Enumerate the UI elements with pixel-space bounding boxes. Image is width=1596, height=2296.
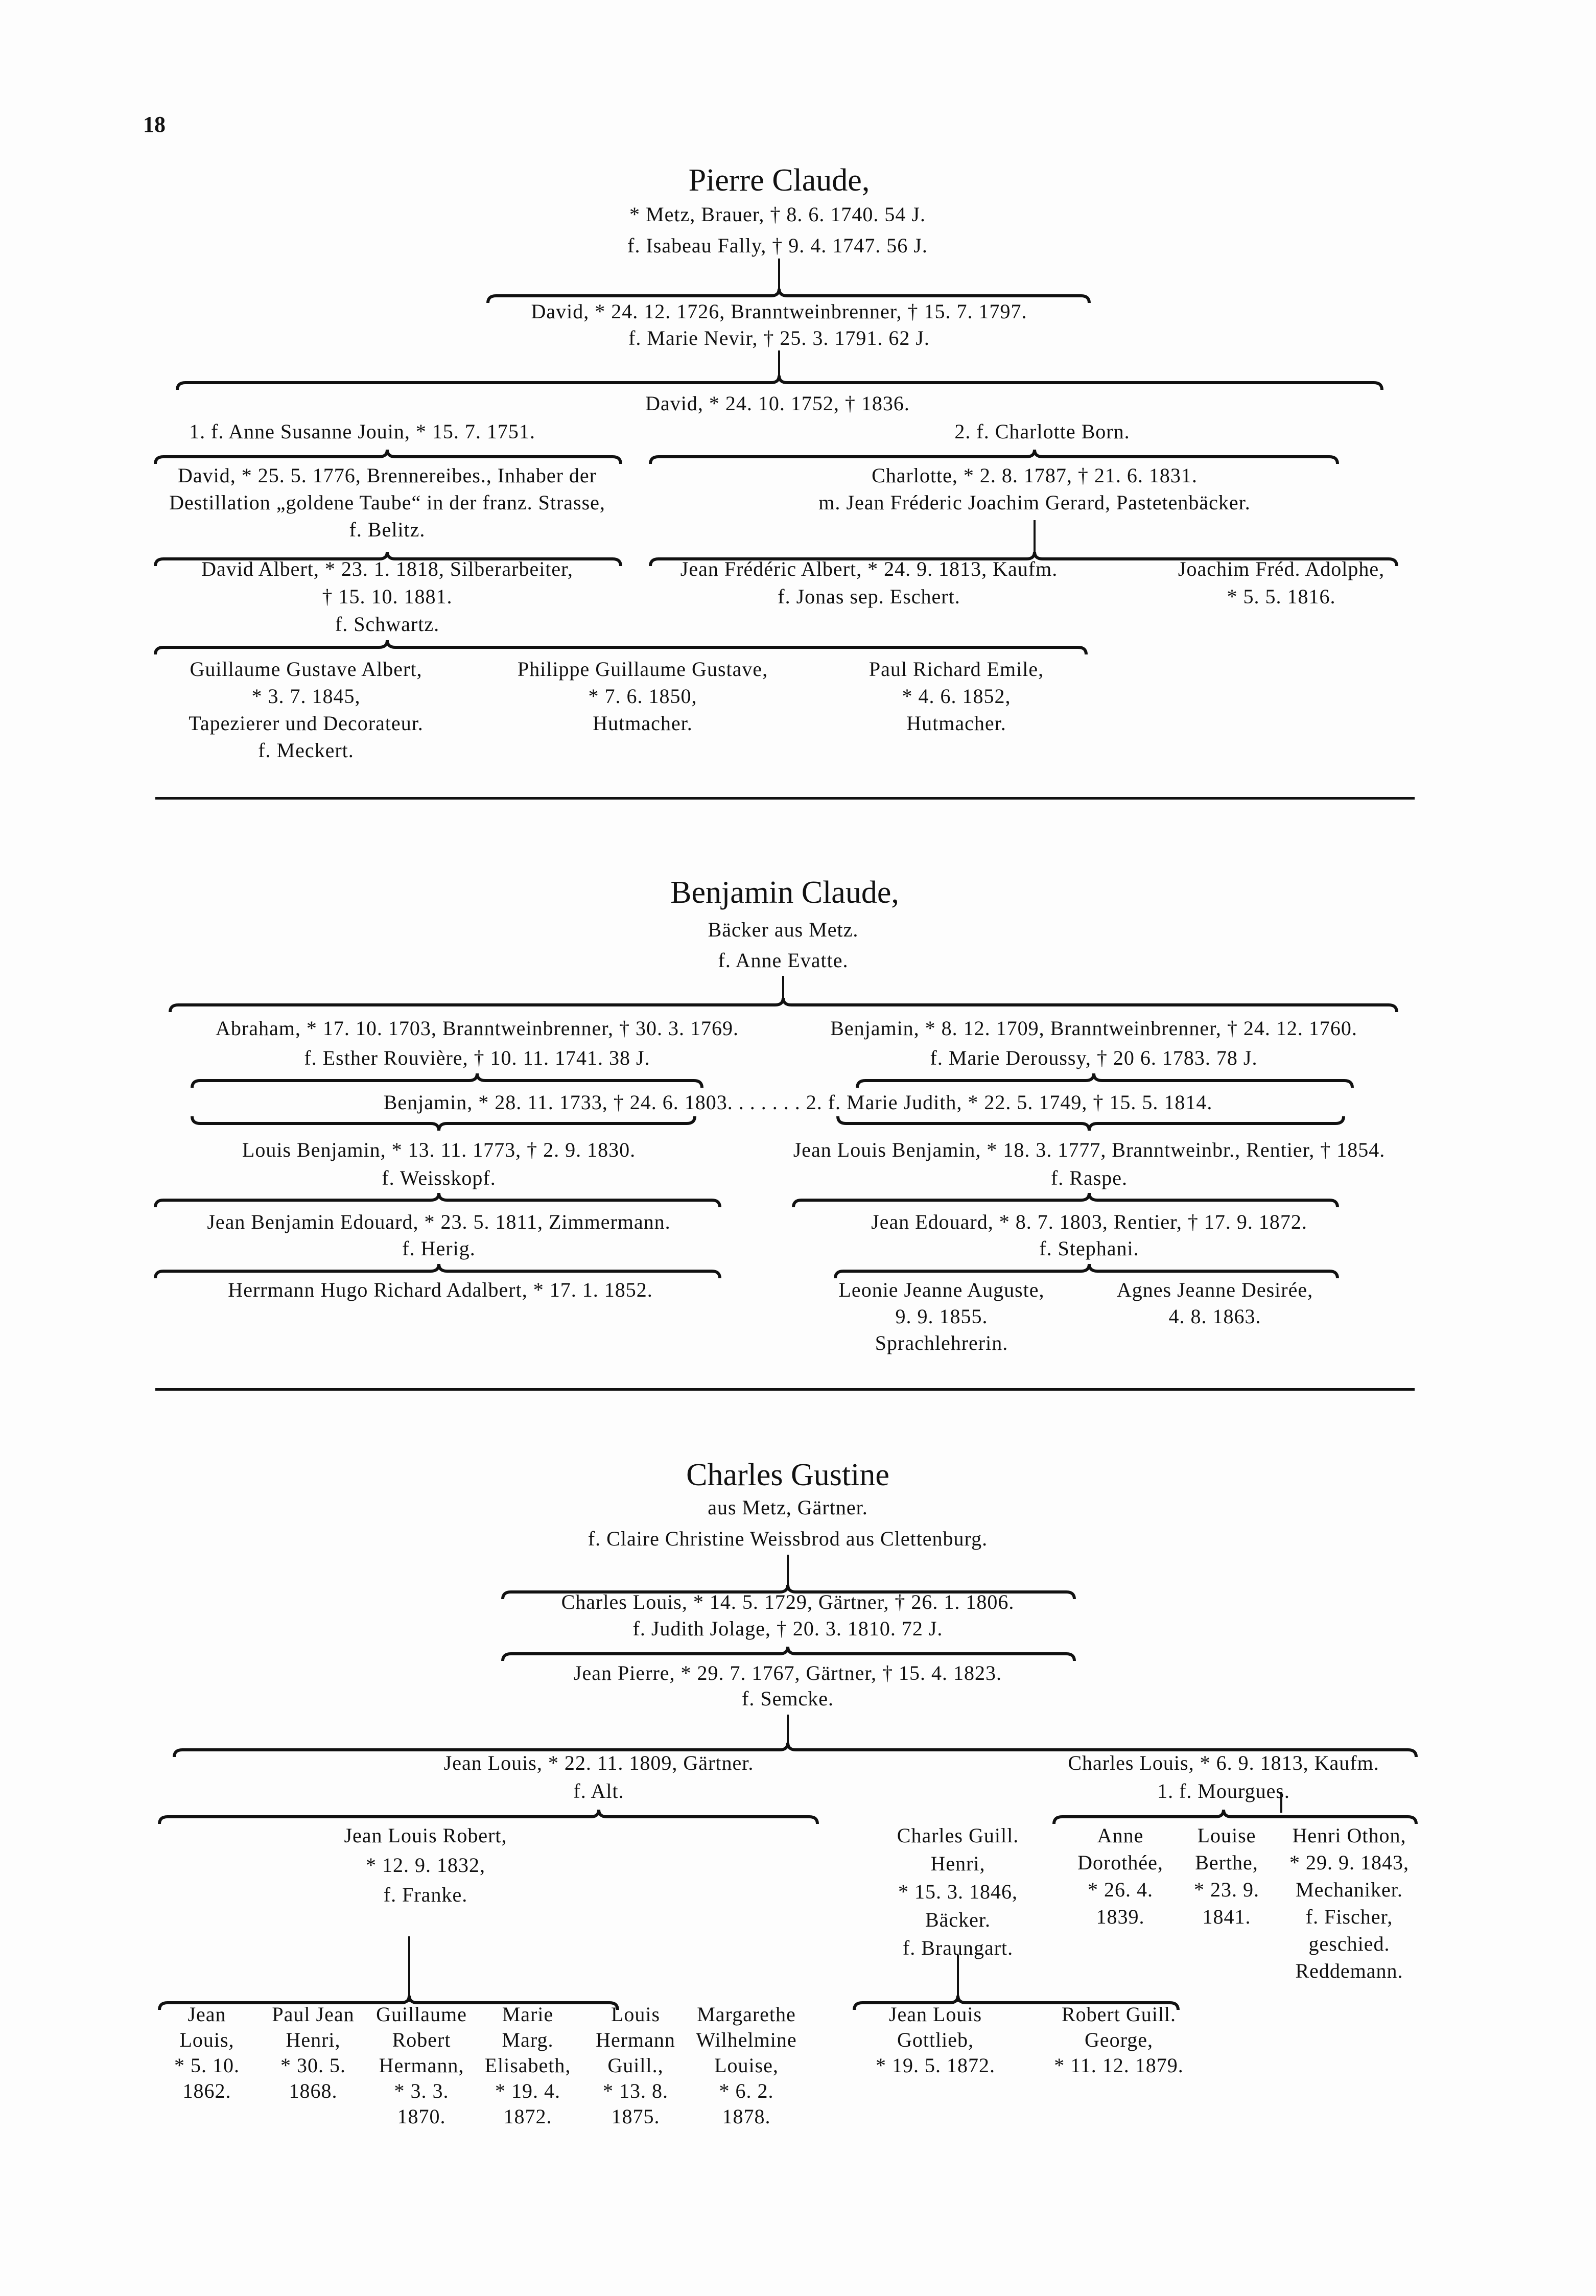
entry-line: Henri Othon, bbox=[1292, 1824, 1406, 1847]
entry-line: * 26. 4. bbox=[1088, 1878, 1153, 1901]
entry-line: f. Weisskopf. bbox=[382, 1166, 496, 1189]
entry-line: Charlotte, * 2. 8. 1787, † 21. 6. 1831. bbox=[872, 464, 1198, 487]
generation-bracket bbox=[159, 1810, 817, 1824]
entry-line: Louis Benjamin, * 13. 11. 1773, † 2. 9. 1830. bbox=[242, 1138, 636, 1161]
entry-line: Charles Louis, * 14. 5. 1729, Gärtner, † 26. 1. 1806. bbox=[561, 1590, 1015, 1613]
entry-line: Dorothée, bbox=[1077, 1851, 1163, 1874]
generation-bracket bbox=[835, 1264, 1337, 1278]
entry-line: f. Jonas sep. Eschert. bbox=[778, 585, 960, 608]
entry-line: * 23. 9. bbox=[1194, 1878, 1259, 1901]
entry-line: f. Judith Jolage, † 20. 3. 1810. 72 J. bbox=[632, 1617, 943, 1640]
generation-bracket bbox=[857, 1073, 1352, 1088]
entry-line: * Metz, Brauer, † 8. 6. 1740. 54 J. bbox=[629, 203, 926, 226]
entry-line: f. Raspe. bbox=[1050, 1166, 1128, 1189]
entry-line: 1. f. Anne Susanne Jouin, * 15. 7. 1751. bbox=[189, 420, 535, 443]
entry-line: 1870. bbox=[397, 2105, 446, 2128]
family-title-benjamin-claude: Benjamin Claude, bbox=[670, 875, 899, 910]
generation-bracket bbox=[503, 1647, 1074, 1661]
entry-line: Reddemann. bbox=[1295, 1959, 1403, 1982]
entry-line: Jean bbox=[187, 2003, 226, 2026]
entry-line: Joachim Fréd. Adolphe, bbox=[1178, 557, 1385, 580]
entry-line: Guillaume Gustave Albert, bbox=[190, 658, 423, 681]
entry-line: Louis bbox=[611, 2003, 661, 2026]
family-title-pierre-claude: Pierre Claude, bbox=[688, 163, 870, 198]
entry-line: Marie bbox=[502, 2003, 554, 2026]
entry-line: 1878. bbox=[722, 2105, 771, 2128]
entry-line: Guillaume bbox=[376, 2003, 467, 2026]
entry-line: Anne bbox=[1097, 1824, 1144, 1847]
entry-line: David, * 25. 5. 1776, Brennereibes., Inhaber der bbox=[178, 464, 597, 487]
entry-line: Guill., bbox=[607, 2054, 664, 2077]
entry-line: Paul Richard Emile, bbox=[869, 658, 1044, 681]
entry-line: Abraham, * 17. 10. 1703, Branntweinbrenner, † 30. 3. 1769. bbox=[216, 1017, 739, 1040]
entry-line: Gottlieb, bbox=[897, 2028, 974, 2051]
entry-line: m. Jean Fréderic Joachim Gerard, Pastetenbäcker. bbox=[818, 491, 1251, 514]
entry-line: * 12. 9. 1832, bbox=[366, 1854, 485, 1877]
section-divider bbox=[155, 1388, 1415, 1391]
entry-line: Agnes Jeanne Desirée, bbox=[1116, 1278, 1313, 1301]
entry-line: Jean Louis bbox=[888, 2003, 982, 2026]
connector-line bbox=[778, 259, 780, 290]
entry-line: * 11. 12. 1879. bbox=[1054, 2054, 1184, 2077]
entry-line: Sprachlehrerin. bbox=[875, 1331, 1008, 1354]
entry-line: 1841. bbox=[1202, 1905, 1251, 1928]
entry-line: * 19. 5. 1872. bbox=[876, 2054, 995, 2077]
entry-line: Henri, bbox=[930, 1852, 985, 1875]
entry-line: Henri, bbox=[286, 2028, 341, 2051]
generation-bracket bbox=[155, 1193, 720, 1207]
entry-line: f. Esther Rouvière, † 10. 11. 1741. 38 J. bbox=[304, 1046, 650, 1069]
entry-line: * 5. 10. bbox=[174, 2054, 240, 2077]
entry-line: Louise bbox=[1197, 1824, 1256, 1847]
entry-line: Jean Frédéric Albert, * 24. 9. 1813, Kaufm. bbox=[680, 557, 1058, 580]
entry-line: Robert bbox=[392, 2028, 451, 2051]
entry-line: * 29. 9. 1843, bbox=[1289, 1851, 1409, 1874]
entry-line: Herrmann Hugo Richard Adalbert, * 17. 1. 1852. bbox=[228, 1278, 653, 1301]
entry-line: 1875. bbox=[611, 2105, 660, 2128]
entry-line: f. Marie Deroussy, † 20 6. 1783. 78 J. bbox=[930, 1046, 1258, 1069]
entry-line: Charles Louis, * 6. 9. 1813, Kaufm. bbox=[1068, 1751, 1379, 1774]
generation-bracket bbox=[155, 640, 1086, 654]
connector-line bbox=[408, 1936, 410, 2002]
connector-line bbox=[1034, 520, 1036, 557]
entry-line: f. Isabeau Fally, † 9. 4. 1747. 56 J. bbox=[627, 234, 928, 257]
entry-line: David, * 24. 10. 1752, † 1836. bbox=[645, 392, 910, 415]
generation-bracket bbox=[192, 1116, 695, 1131]
entry-line: * 5. 5. 1816. bbox=[1227, 585, 1336, 608]
entry-line: * 19. 4. bbox=[495, 2079, 560, 2102]
family-title-charles-gustine: Charles Gustine bbox=[686, 1458, 889, 1492]
generation-bracket bbox=[155, 450, 621, 464]
entry-line: f. Fischer, bbox=[1305, 1905, 1393, 1928]
entry-line: Paul Jean bbox=[272, 2003, 355, 2026]
entry-line: David, * 24. 12. 1726, Branntweinbrenner, † 15. 7. 1797. bbox=[531, 300, 1027, 323]
entry-line: * 3. 7. 1845, bbox=[251, 685, 361, 708]
entry-line: Bäcker aus Metz. bbox=[708, 918, 859, 941]
entry-line: f. Braungart. bbox=[902, 1936, 1014, 1959]
connector-line bbox=[787, 1715, 789, 1748]
entry-line: f. Alt. bbox=[573, 1779, 624, 1802]
entry-line: 2. f. Charlotte Born. bbox=[954, 420, 1130, 443]
entry-line: Jean Louis Robert, bbox=[344, 1824, 507, 1847]
entry-line: Hermann bbox=[596, 2028, 675, 2051]
connector-line bbox=[778, 350, 780, 381]
entry-line: * 3. 3. bbox=[394, 2079, 449, 2102]
entry-line: f. Anne Evatte. bbox=[718, 949, 849, 972]
entry-line: Jean Louis Benjamin, * 18. 3. 1777, Branntweinbr., Rentier, † 1854. bbox=[793, 1138, 1386, 1161]
page-number: 18 bbox=[143, 112, 166, 137]
entry-line: * 4. 6. 1852, bbox=[902, 685, 1011, 708]
generation-bracket bbox=[155, 1264, 720, 1278]
entry-line: f. Belitz. bbox=[349, 518, 426, 541]
generation-bracket bbox=[793, 1193, 1337, 1207]
entry-line: Benjamin, * 28. 11. 1733, † 24. 6. 1803. . . . . . . 2. f. Marie Judith, * 22. 5. 1749, † 15. 5. 1814. bbox=[383, 1091, 1213, 1114]
entry-line: f. Schwartz. bbox=[335, 613, 440, 636]
entry-line: Wilhelmine bbox=[696, 2028, 797, 2051]
entry-line: Leonie Jeanne Auguste, bbox=[838, 1278, 1045, 1301]
entry-line: 1862. bbox=[182, 2079, 231, 2102]
entry-line: f. Marie Nevir, † 25. 3. 1791. 62 J. bbox=[628, 326, 930, 349]
entry-line: Margarethe bbox=[697, 2003, 796, 2026]
connector-line bbox=[957, 1955, 959, 2002]
entry-line: f. Meckert. bbox=[258, 739, 354, 762]
entry-line: f. Semcke. bbox=[742, 1687, 834, 1710]
entry-line: Jean Pierre, * 29. 7. 1767, Gärtner, † 15. 4. 1823. bbox=[573, 1661, 1002, 1684]
entry-line: f. Franke. bbox=[383, 1883, 468, 1906]
entry-line: Charles Guill. bbox=[897, 1824, 1019, 1847]
entry-line: Philippe Guillaume Gustave, bbox=[517, 658, 768, 681]
generation-bracket bbox=[838, 1116, 1344, 1131]
generation-bracket bbox=[650, 450, 1337, 464]
entry-line: * 13. 8. bbox=[603, 2079, 668, 2102]
entry-line: 1872. bbox=[503, 2105, 552, 2128]
entry-line: * 6. 2. bbox=[719, 2079, 774, 2102]
entry-line: Tapezierer und Decorateur. bbox=[189, 712, 424, 735]
entry-line: Jean Louis, * 22. 11. 1809, Gärtner. bbox=[443, 1751, 754, 1774]
entry-line: Mechaniker. bbox=[1296, 1878, 1403, 1901]
entry-line: 4. 8. 1863. bbox=[1168, 1305, 1261, 1328]
entry-line: 1868. bbox=[289, 2079, 338, 2102]
entry-line: 1839. bbox=[1096, 1905, 1145, 1928]
entry-line: Jean Edouard, * 8. 7. 1803, Rentier, † 17. 9. 1872. bbox=[871, 1210, 1307, 1233]
generation-bracket bbox=[192, 1073, 702, 1088]
generation-bracket bbox=[1054, 1810, 1416, 1824]
entry-line: * 15. 3. 1846, bbox=[898, 1880, 1018, 1903]
entry-line: Jean Benjamin Edouard, * 23. 5. 1811, Zimmermann. bbox=[207, 1210, 671, 1233]
connector-line bbox=[782, 976, 784, 1003]
entry-line: Elisabeth, bbox=[484, 2054, 571, 2077]
entry-line: Bäcker. bbox=[925, 1908, 991, 1931]
entry-line: Louis, bbox=[179, 2028, 234, 2051]
entry-line: * 30. 5. bbox=[280, 2054, 346, 2077]
entry-line: † 15. 10. 1881. bbox=[322, 585, 453, 608]
entry-line: 9. 9. 1855. bbox=[895, 1305, 988, 1328]
entry-line: David Albert, * 23. 1. 1818, Silberarbeiter, bbox=[201, 557, 573, 580]
entry-line: Benjamin, * 8. 12. 1709, Branntweinbrenner, † 24. 12. 1760. bbox=[830, 1017, 1357, 1040]
section-divider bbox=[155, 797, 1415, 800]
connector-line bbox=[787, 1555, 789, 1590]
entry-line: f. Stephani. bbox=[1039, 1237, 1139, 1260]
entry-line: 1. f. Mourgues. bbox=[1157, 1779, 1290, 1802]
entry-line: George, bbox=[1085, 2028, 1153, 2051]
entry-line: Hermann, bbox=[379, 2054, 464, 2077]
entry-line: Hutmacher. bbox=[906, 712, 1006, 735]
entry-line: aus Metz, Gärtner. bbox=[708, 1496, 868, 1519]
entry-line: * 7. 6. 1850, bbox=[588, 685, 697, 708]
entry-line: Robert Guill. bbox=[1061, 2003, 1177, 2026]
entry-line: Berthe, bbox=[1195, 1851, 1258, 1874]
entry-line: f. Claire Christine Weissbrod aus Clettenburg. bbox=[588, 1527, 988, 1550]
entry-line: f. Herig. bbox=[402, 1237, 476, 1260]
entry-line: Destillation „goldene Taube“ in der franz. Strasse, bbox=[169, 491, 605, 514]
entry-line: Hutmacher. bbox=[593, 712, 693, 735]
entry-line: Louise, bbox=[714, 2054, 779, 2077]
entry-line: geschied. bbox=[1308, 1932, 1390, 1955]
entry-line: Marg. bbox=[502, 2028, 554, 2051]
